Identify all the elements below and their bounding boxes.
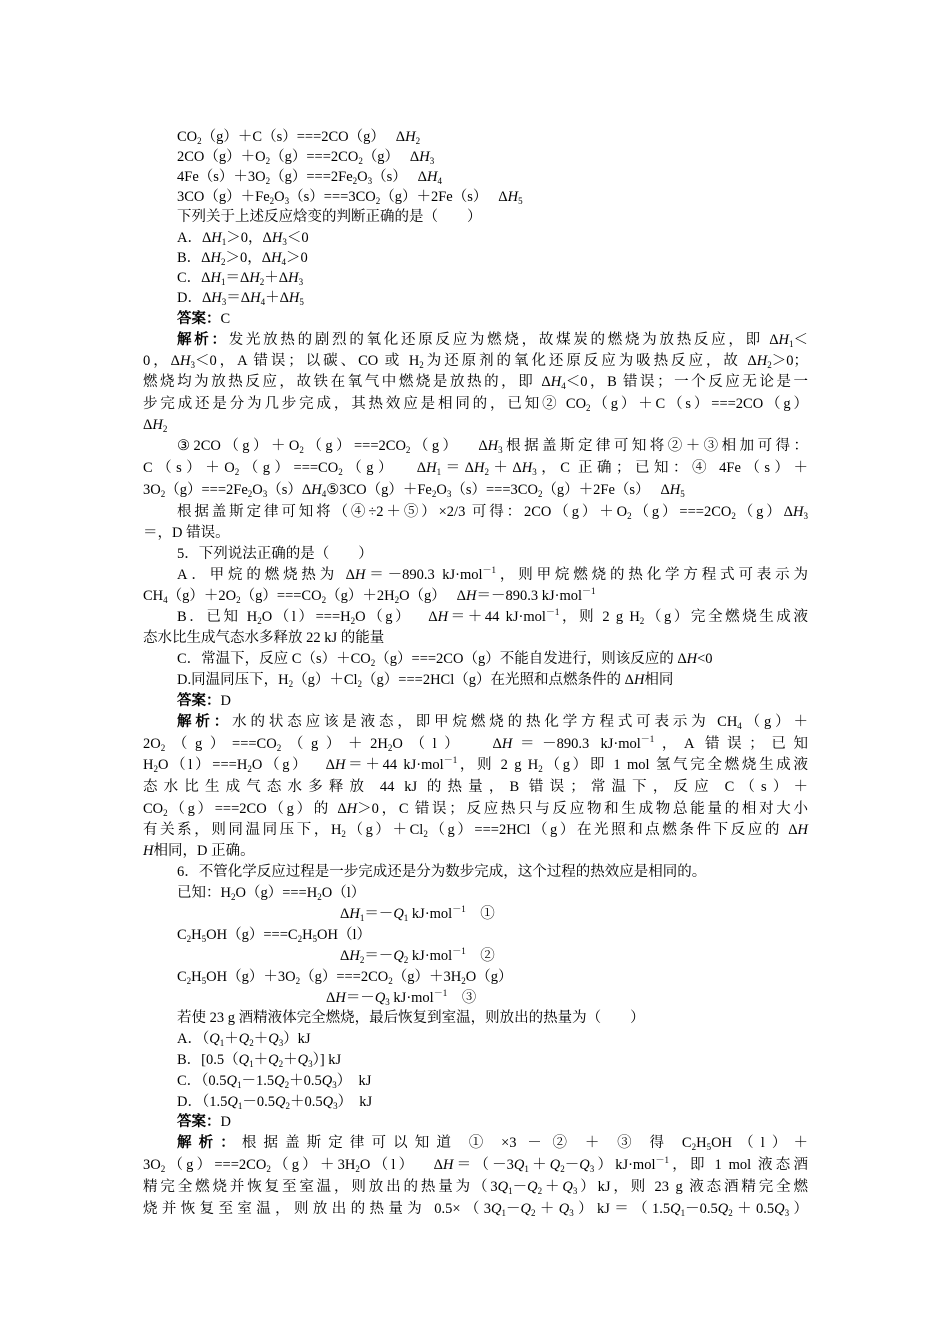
q6-option-a: A．$(Q_1+Q_2+Q_3)kJ$ <box>177 1031 311 1048</box>
q5-analysis-line-7: H相同，D 正确。 <box>143 843 255 859</box>
equation-4: $4Fe(s)+3O_2(g)===2Fe_2O_3(s)$ $\Delta H_4$ <box>177 169 442 186</box>
q4-analysis-line-2: 0，$\Delta H_3<0$，A 错误；以碳、CO 或 $H_2$为还原剂的氧化还原反应为吸热反应，故 $\Delta H_2>0$； <box>143 353 808 370</box>
q6-analysis-line-1: 解析：根据盖斯定律可以知道 ① ×3 － ② ＋ ③ 得 $C_2H_5OH(l)+$ <box>177 1135 808 1152</box>
q6-known-equation-1: 已知：$H_2O(g)===H_2O(l)$ <box>177 885 366 902</box>
q6-known-equation-2: $C_2H_5OH(g)===C_2H_5OH(l)$ <box>177 927 372 944</box>
equation-2: $CO_2(g)+C(s)===2CO(g)$ $\Delta H_2$ <box>177 129 421 146</box>
q5-option-b-line-2: 态水比生成气态水多释放 22 kJ 的能量 <box>143 630 385 646</box>
q5-option-c: C．常温下，反应 $C(s)+CO_2(g)===2CO(g)$不能自发进行，则该反应的 ΔH<0 <box>177 651 713 668</box>
q5-stem: 5．下列说法正确的是（ ） <box>177 546 373 562</box>
q4-analysis-line-5: $\Delta H_2$ <box>143 417 168 434</box>
q4-analysis-line-1: 解析：发光放热的剧烈的氧化还原反应为燃烧，故煤炭的燃烧为放热反应，即 $\Delta H_1<$ <box>177 332 809 349</box>
q5-analysis-line-2: $2O_2(g)===CO_2(g)+2H_2O(l)$ ΔH＝－890.3 kJ·mol$^{-1}$，A 错误；已知 <box>143 734 809 753</box>
q5-option-a-line-2: $CH_4(g)+2O_2(g)===CO_2(g)+2H_2O(g)$ ΔH＝－890.3 kJ·mol$^{-1}$ <box>143 586 596 605</box>
q4-option-c: C．$\Delta H_1=\Delta H_2+\Delta H_3$ <box>177 270 304 287</box>
q4-analysis-line-4: 步完成还是分为几步完成，其热效应是相同的，已知② $CO_2(g)+C(s)===2CO(g)$ <box>143 396 808 413</box>
q5-analysis-line-3: $H_2O(l)===H_2O(g)$ ΔH＝＋44 kJ·mol$^{-1}$，则 2 g $H_2(g)$即 1 mol 氢气完全燃烧生成液 <box>143 755 808 774</box>
q6-analysis-line-3: 精完全燃烧并恢复至室温，则放出的热量为$(3Q_1-Q_2+Q_3)kJ$，则 23 g 液态酒精完全燃 <box>143 1179 809 1196</box>
q6-analysis-line-4: 烧并恢复至室温，则放出的热量为 $0.5\times(3Q_1-Q_2+Q_3)kJ=(1.5Q_1-0.5Q_2+0.5Q_3)$ <box>143 1201 809 1218</box>
q4-analysis-line-7: $C(s)+O_2(g)===CO_2(g)$ $\Delta H_1=\Delta H_2+\Delta H_3$，C 正确；已知：④ 4Fe（s）＋ <box>143 460 809 477</box>
q6-answer: 答案：D <box>177 1114 231 1130</box>
q5-analysis-line-4: 态水比生成气态水多释放 44 kJ 的热量，B 错误；常温下，反应 C（s）＋ <box>143 779 808 795</box>
q6-known-equation-3: $C_2H_5OH(g)+3O_2(g)===2CO_2(g)+3H_2O(g)$ <box>177 969 513 986</box>
q5-option-a-line-1: A．甲烷的燃烧热为 ΔH＝－890.3 kJ·mol$^{-1}$，则甲烷燃烧的热化学方程式可表示为 <box>177 565 809 583</box>
q4-answer: 答案：C <box>177 311 231 327</box>
q6-enthalpy-1: $\Delta H_1=-Q_1$ kJ·mol$^{-1}$ ① <box>340 904 495 923</box>
equation-3: $2CO(g)+O_2(g)===2CO_2(g)$ $\Delta H_3$ <box>177 149 435 166</box>
q5-analysis-line-5: $CO_2(g)===2CO(g)$的 ΔH＞0，C 错误；反应热只与反应物和生成物总能量的相对大小 <box>143 801 808 818</box>
q5-option-d: D.同温同压下，$H_2(g)+Cl_2(g)===2HCl(g)$在光照和点燃条件的 ΔH相同 <box>177 672 674 689</box>
q6-enthalpy-2: $\Delta H_2=-Q_2$ kJ·mol$^{-1}$ ② <box>340 946 495 965</box>
q6-option-b: B．$[0.5(Q_1+Q_2+Q_3)]$ kJ <box>177 1052 342 1069</box>
equation-5: $3CO(g)+Fe_2O_3(s)===3CO_2(g)+2Fe(s)$ $\Delta H_5$ <box>177 189 523 206</box>
q6-stem: 6．不管化学反应过程是一步完成还是分为数步完成，这个过程的热效应是相同的。 <box>177 864 707 880</box>
q6-question: 若使 23 g 酒精液体完全燃烧，最后恢复到室温，则放出的热量为（ ） <box>177 1010 645 1026</box>
q5-option-b-line-1: B．已知 $H_2O(l)===H_2O(g)$ ΔH＝＋44 kJ·mol$^{-1}$，则 2 g $H_2(g)$完全燃烧生成液 <box>177 607 808 626</box>
q4-analysis-line-8: $3O_2(g)===2Fe_2O_3(s)\Delta H_4⑤3CO(g)+Fe_2O_3(s)===3CO_2(g)+2Fe(s)$ $\Delta H_5$ <box>143 482 685 499</box>
q5-analysis-line-6: 有关系，则同温同压下，$H_2(g)+Cl_2(g)===2HCl(g)$在光照和点燃条件下反应的 ΔH <box>143 822 808 839</box>
q4-analysis-line-3: 燃烧均为放热反应，故铁在氧气中燃烧是放热的，即 $\Delta H_4<0$，B 错误；一个反应无论是一 <box>143 374 809 391</box>
q6-enthalpy-3: $\Delta H=-Q_3$ kJ·mol$^{-1}$ ③ <box>326 988 477 1007</box>
q4-analysis-line-6: $③2CO(g)+O_2(g)===2CO_2(g)$ $\Delta H_3$根据盖斯定律可知将②＋③相加可得： <box>177 438 808 455</box>
q6-option-c: C．$(0.5Q_1-1.5Q_2+0.5Q_3)$ kJ <box>177 1073 372 1090</box>
q4-option-b: B．$\Delta H_2>0$，$\Delta H_4>0$ <box>177 250 308 267</box>
q4-analysis-line-10: ＝，D 错误。 <box>143 525 230 541</box>
q4-option-d: D．$\Delta H_3=\Delta H_4+\Delta H_5$ <box>177 290 304 307</box>
q4-analysis-line-9: 根据盖斯定律可知将（④÷2＋⑤）×2/3 可得：$2CO(g)+O_2(g)===2CO_2(g)\Delta H_3$ <box>177 504 808 521</box>
q6-analysis-line-2: $3O_2(g)===2CO_2(g)+3H_2O(l)$ $\Delta H=(-3Q_1+Q_2-Q_3)kJ\cdot mol^{-1}$，即 1 mol 液态酒 <box>143 1155 808 1174</box>
q4-stem: 下列关于上述反应焓变的判断正确的是（ ） <box>177 209 482 225</box>
q5-answer: 答案：D <box>177 693 231 709</box>
q4-option-a: A．$\Delta H_1>0$，$\Delta H_3<0$ <box>177 230 309 247</box>
q6-option-d: D．$(1.5Q_1-0.5Q_2+0.5Q_3)$ kJ <box>177 1094 373 1111</box>
q5-analysis-line-1: 解析：水的状态应该是液态，即甲烷燃烧的热化学方程式可表示为 $CH_4(g)+$ <box>177 714 809 731</box>
